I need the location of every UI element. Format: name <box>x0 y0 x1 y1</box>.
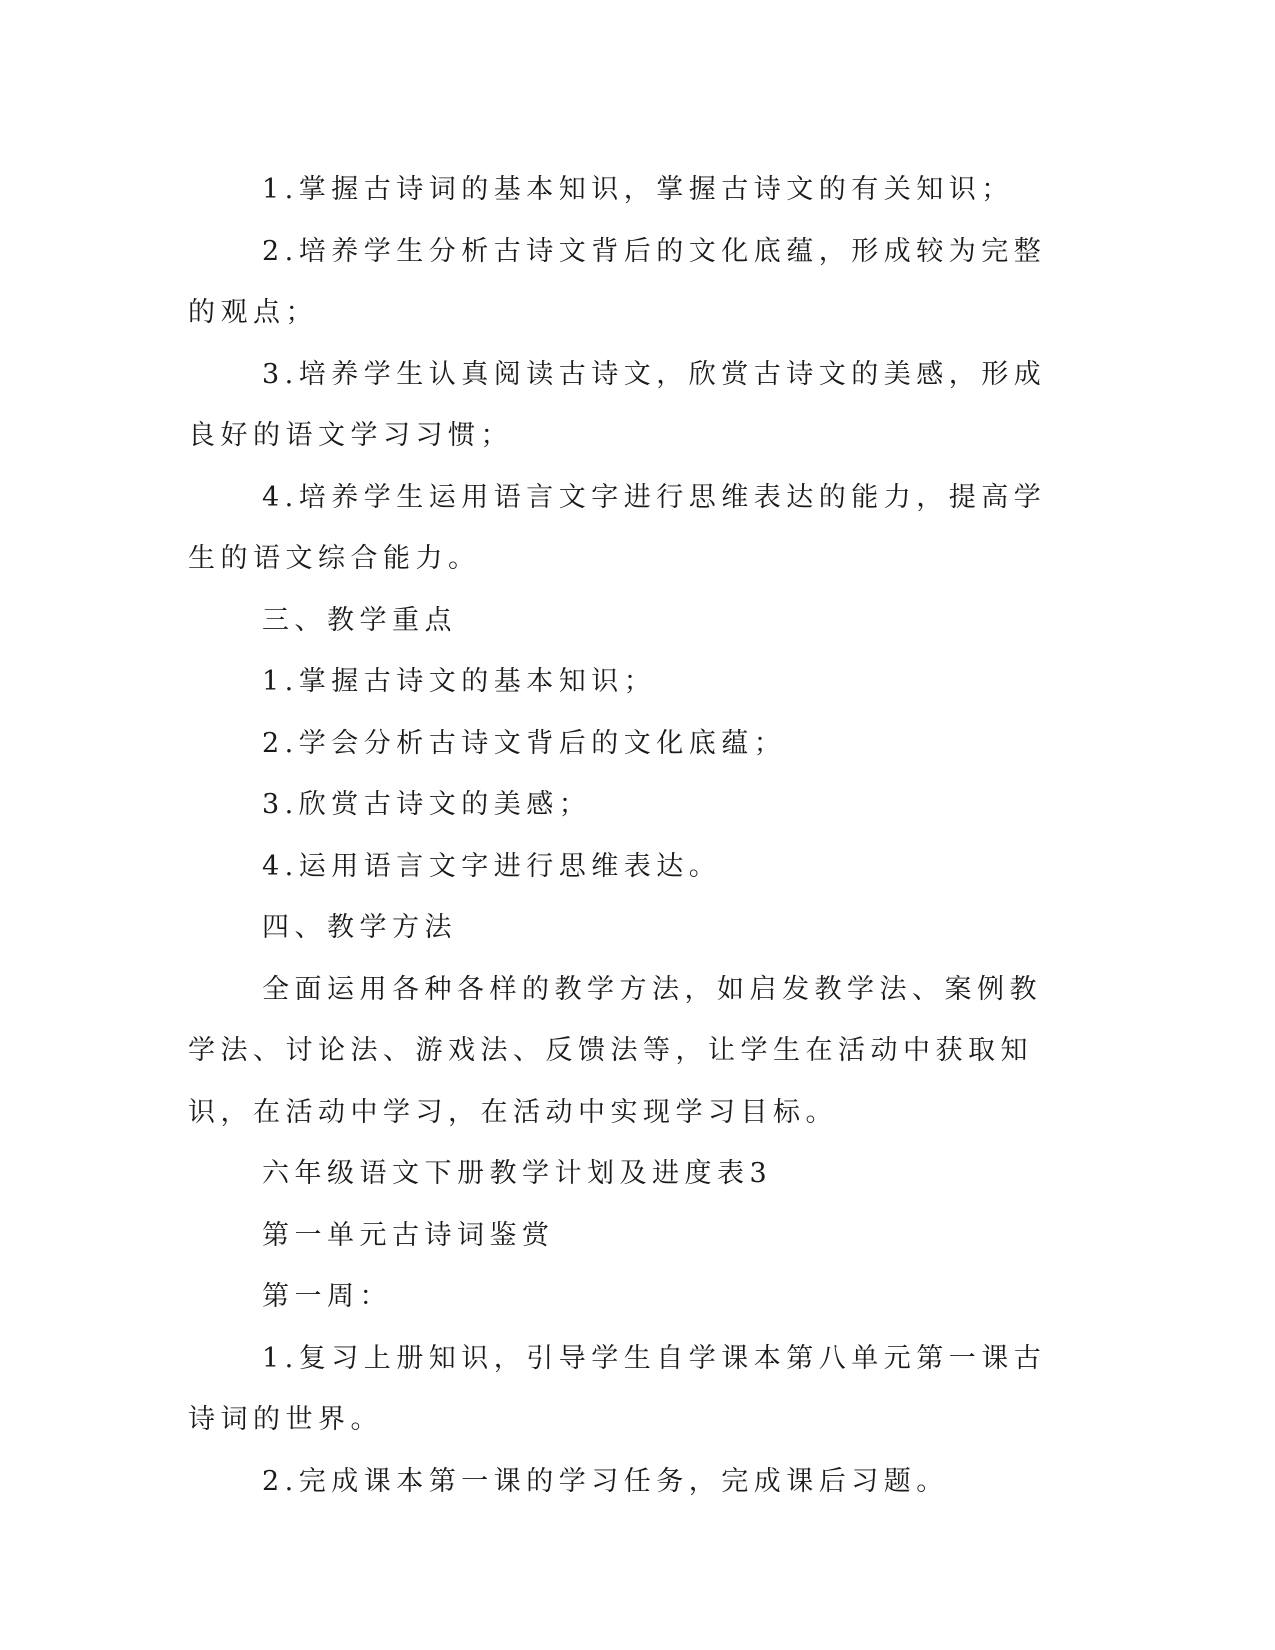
methods-paragraph: 全面运用各种各样的教学方法，如启发教学法、案例教学法、讨论法、游戏法、反馈法等，让学生在活动中获取知识，在活动中学习，在活动中实现学习目标。 <box>188 973 1042 1128</box>
unit-title: 第一单元古诗词鉴赏 <box>262 1219 555 1251</box>
objective-3: 3.培养学生认真阅读古诗文，欣赏古诗文的美感，形成良好的语文学习习惯； <box>188 358 1047 451</box>
section-heading-key-points: 三、教学重点 <box>262 604 457 636</box>
plan-title: 六年级语文下册教学计划及进度表3 <box>262 1158 773 1189</box>
section-heading-methods: 四、教学方法 <box>262 912 457 943</box>
week-task-2: 2.完成课本第一课的学习任务，完成课后习题。 <box>262 1465 949 1497</box>
objective-1: 1.掌握古诗词的基本知识，掌握古诗文的有关知识； <box>262 174 1014 205</box>
key-point-3: 3.欣赏古诗文的美感； <box>262 789 592 820</box>
document-body <box>188 159 1068 1512</box>
week-label: 第一周： <box>262 1281 392 1312</box>
key-point-4: 4.运用语言文字进行思维表达。 <box>262 850 722 882</box>
objective-2: 2.培养学生分析古诗文背后的文化底蕴，形成较为完整的观点； <box>188 235 1047 328</box>
key-point-1: 1.掌握古诗文的基本知识； <box>262 666 657 697</box>
objective-4: 4.培养学生运用语言文字进行思维表达的能力，提高学生的语文综合能力。 <box>188 481 1047 574</box>
key-point-2: 2.学会分析古诗文背后的文化底蕴； <box>262 727 787 759</box>
week-task-1: 1.复习上册知识，引导学生自学课本第八单元第一课古诗词的世界。 <box>188 1342 1047 1435</box>
